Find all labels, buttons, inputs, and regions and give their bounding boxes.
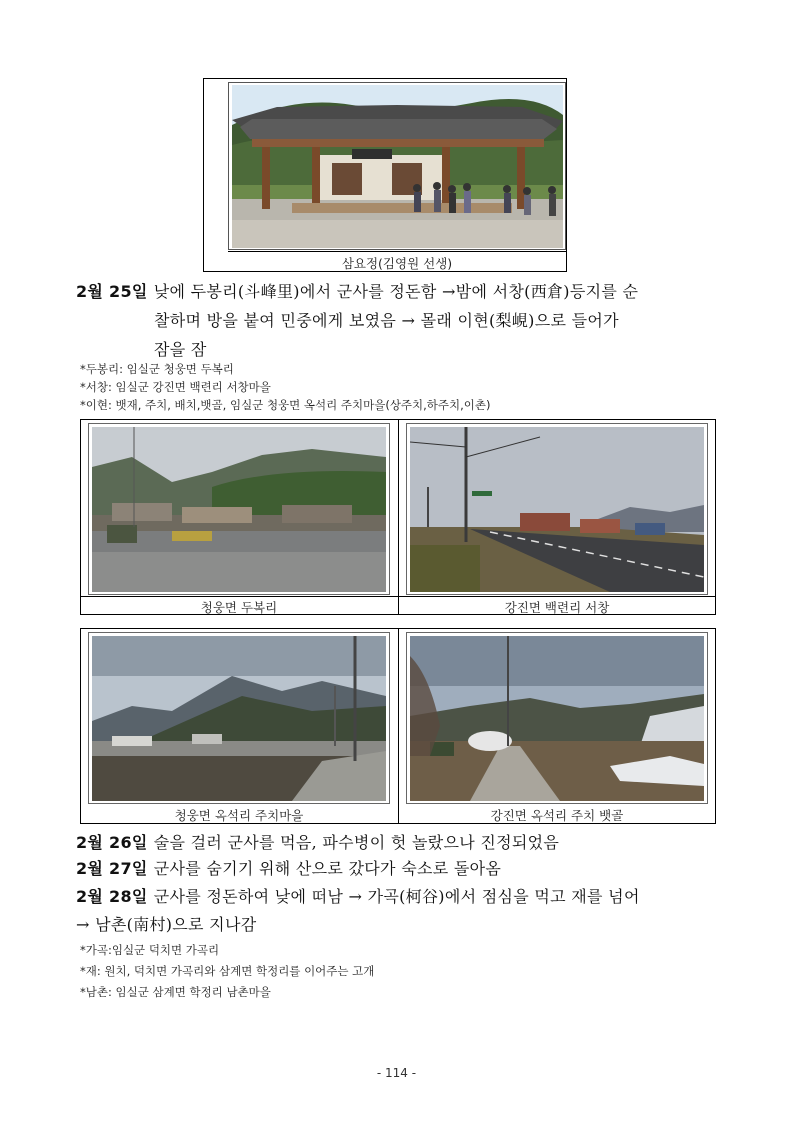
entry-feb26-date: 2월 26일 (76, 833, 148, 852)
entry-feb25-line1 (76, 278, 726, 306)
entry-feb25-line3: 잠을 잠 (154, 340, 207, 359)
entry-feb25-date: 2월 25일 (76, 282, 148, 301)
caption-dubok: 청웅면 두복리 (200, 600, 278, 615)
page-number: - 114 - (376, 1066, 417, 1080)
entry-feb26-text: 술을 걸러 군사를 먹음, 파수병이 헛 놀랐으나 진정되었음 (153, 833, 560, 852)
note-jae: *재: 원치, 덕치면 가곡리와 삼계면 학정리를 이어주는 고개 (80, 964, 375, 978)
photo-juchi (92, 636, 386, 801)
entry-feb28-text1: 군사를 정돈하여 낮에 떠남 → 가곡(柯谷)에서 점심을 먹고 재를 넘어 (153, 887, 640, 906)
note-namchon: *남촌: 임실군 삼계면 학정리 남촌마을 (80, 985, 271, 999)
photo-dubok (92, 427, 386, 592)
entry-feb25-line2: 찰하며 방을 붙여 민중에게 보였음 → 몰래 이현(梨峴)으로 들어가 (154, 311, 619, 330)
entry-feb25-text1: 낮에 두봉리(斗峰里)에서 군사를 정돈함 →밤에 서창(西倉)등지를 순 (153, 282, 639, 301)
entry-feb27 (76, 855, 726, 883)
note-dubong: *두봉리: 임실군 청웅면 두복리 (80, 362, 234, 376)
caption-juchi: 청웅면 옥석리 주치마을 (174, 808, 304, 823)
photo-baetgol (410, 636, 704, 801)
entry-feb28-date: 2월 28일 (76, 887, 148, 906)
top-photo-caption-divider (228, 251, 566, 252)
photo-grid-row1-divider (398, 419, 399, 615)
top-photo-caption: 삼요정(김영원 선생) (341, 256, 453, 271)
note-ihyeon: *이현: 뱃재, 주치, 배치,뱃골, 임실군 청웅면 옥석리 주치마을(상주치,하주치,이촌) (80, 398, 491, 412)
entry-feb26 (76, 829, 726, 857)
note-gagok: *가곡:임실군 덕치면 가곡리 (80, 943, 220, 957)
top-photo-pavilion (232, 85, 563, 248)
photo-seochang (410, 427, 704, 592)
note-seochang: *서창: 임실군 강진면 백련리 서창마을 (80, 380, 271, 394)
entry-feb28-line2: → 남촌(南村)으로 지나감 (76, 915, 257, 934)
entry-feb27-date: 2월 27일 (76, 859, 148, 878)
entry-feb27-text: 군사를 숨기기 위해 산으로 갔다가 숙소로 돌아옴 (153, 859, 502, 878)
photo-grid-row2-divider (398, 628, 399, 824)
caption-seochang: 강진면 백련리 서창 (504, 600, 610, 615)
entry-feb28-line1 (76, 883, 736, 911)
photo-grid-row1-caption-line (80, 596, 716, 597)
caption-baetgol: 강진면 옥석리 주치 뱃골 (490, 808, 624, 823)
